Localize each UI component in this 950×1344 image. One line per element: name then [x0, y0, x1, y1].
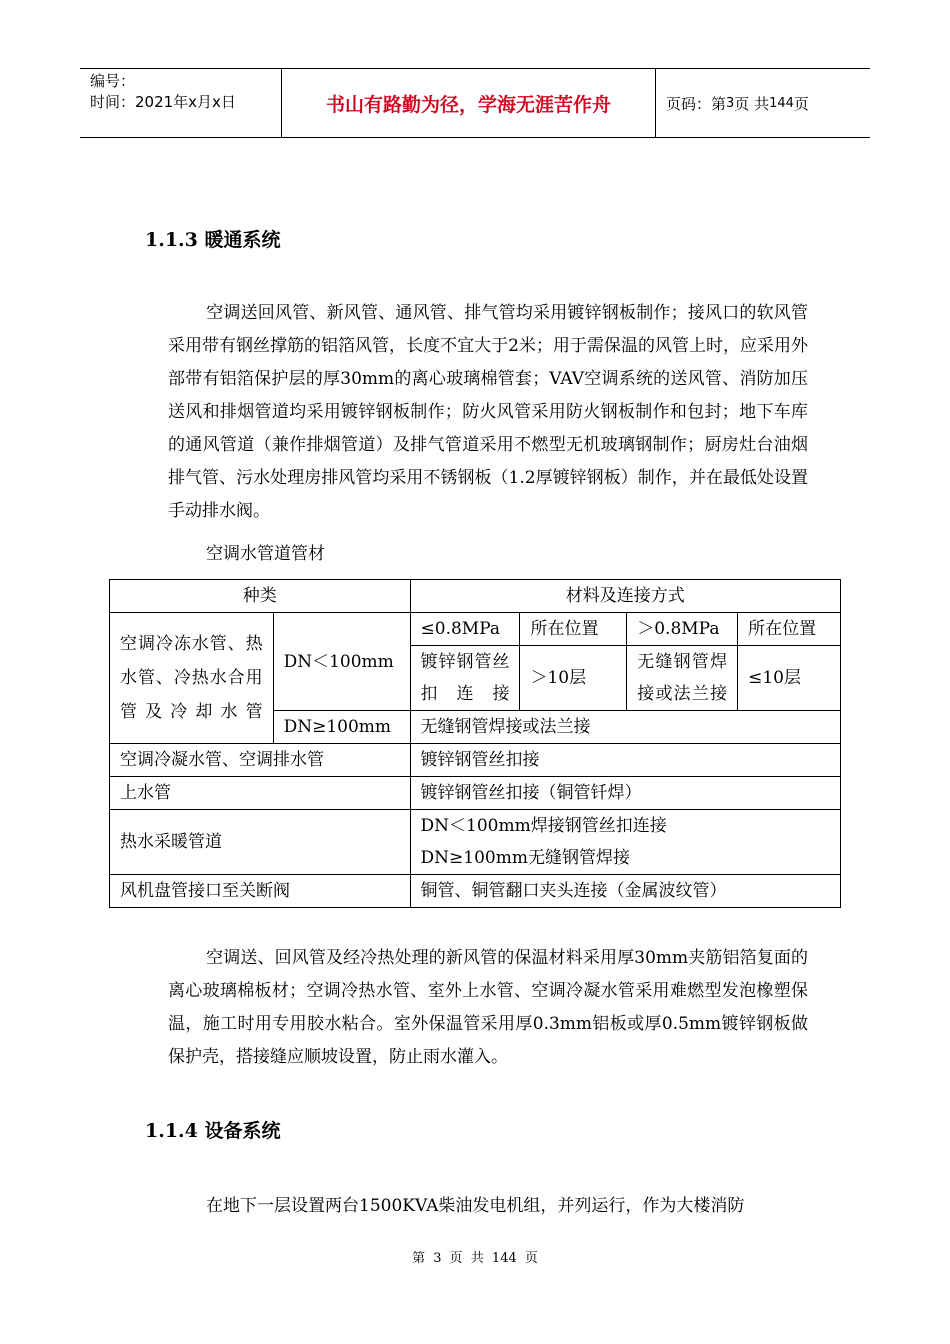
table-row [110, 810, 841, 875]
paragraph-hvac-ducts [168, 297, 808, 528]
document-header [80, 68, 870, 138]
table-row [110, 875, 841, 908]
cell-row3-material: 镀锌钢管丝扣接（铜管钎焊） [410, 777, 840, 810]
cell-row5-material: 铜管、铜管翻口夹头连接（金属波纹管） [410, 875, 840, 908]
paragraph-hvac-ducts-text: 空调送回风管、新风管、通风管、排气管均采用镀锌钢板制作；接风口的软风管采用带有钢丝撑筋的铝箔风管，长度不宜大于2米；用于需保温的风管上时，应采用外部带有铝箔保护层的厚30mm的离心玻璃棉管套；VAV空调系统的送风管、消防加压送风和排烟管道均采用镀锌钢板制作；防火风管采用防火钢板制作和包封；地下车库的通风管道（兼作排烟管道）及排气管道采用不燃型无机玻璃钢制作；厨房灶台油烟排气管、污水处理房排风管均采用不锈钢板（1.2厚镀锌钢板）制作，并在最低处设置手动排水阀。 [168, 303, 808, 521]
row4-material-line1: DN＜100mm焊接钢管丝扣连接 [420, 816, 667, 836]
cell-floor-low: ＞10层 [520, 646, 627, 711]
table-row [110, 613, 841, 646]
section-heading-hvac: 1.1.3 暖通系统 [145, 229, 281, 251]
cell-row1-type: 空调冷冻水管、热水管、冷热水合用管及冷却水管 [110, 613, 274, 744]
page-mid: 页 共 [734, 94, 770, 113]
cell-row2-material: 镀锌钢管丝扣接 [410, 744, 840, 777]
row4-material-line2: DN≥100mm无缝钢管焊接 [420, 848, 630, 868]
table-header-row [110, 580, 841, 613]
cell-row5-type: 风机盘管接口至关断阀 [110, 875, 411, 908]
cell-pressure-low: ≤0.8MPa [410, 613, 520, 646]
page-total: 144 [769, 95, 794, 111]
page-suffix: 页 [793, 94, 809, 113]
cell-location-1: 所在位置 [520, 613, 627, 646]
time-label: 时间：2021年x月x日 [90, 93, 236, 111]
table-row [110, 777, 841, 810]
section-heading-equipment: 1.1.4 设备系统 [145, 1120, 281, 1142]
table-caption: 空调水管道管材 [206, 544, 325, 564]
cell-row4-material [410, 810, 840, 875]
cell-row2-type: 空调冷凝水管、空调排水管 [110, 744, 411, 777]
cell-dn-small: DN＜100mm [273, 613, 410, 711]
page-prefix: 页码：第 [666, 94, 727, 113]
header-motto: 书山有路勤为径，学海无涯苦作舟 [282, 69, 656, 137]
cell-material-low: 镀锌钢管丝扣连接 [410, 646, 520, 711]
header-meta-cell [80, 69, 282, 137]
code-label: 编号： [90, 72, 136, 90]
cell-material-high: 无缝钢管焊接或法兰接 [627, 646, 738, 711]
cell-floor-high: ≤10层 [738, 646, 841, 711]
cell-dn-large-material: 无缝钢管焊接或法兰接 [410, 711, 840, 744]
header-page-info [656, 69, 870, 137]
cell-dn-large: DN≥100mm [273, 711, 410, 744]
page-footer: 第 3 页 共 144 页 [412, 1251, 538, 1266]
paragraph-equipment-text: 在地下一层设置两台1500KVA柴油发电机组，并列运行，作为大楼消防 [206, 1196, 745, 1216]
paragraph-insulation [168, 942, 808, 1074]
cell-pressure-high: ＞0.8MPa [627, 613, 738, 646]
pipe-material-table [109, 579, 841, 908]
page-number: 3 [726, 95, 735, 111]
paragraph-equipment [168, 1190, 808, 1223]
table-row [110, 744, 841, 777]
header-type: 种类 [110, 580, 411, 613]
cell-row3-type: 上水管 [110, 777, 411, 810]
header-material: 材料及连接方式 [410, 580, 840, 613]
paragraph-insulation-text: 空调送、回风管及经冷热处理的新风管的保温材料采用厚30mm夹筋铝箔复面的离心玻璃棉板材；空调冷热水管、室外上水管、空调冷凝水管采用难燃型发泡橡塑保温，施工时用专用胶水粘合。室外保温管采用厚0.3mm铝板或厚0.5mm镀锌钢板做保护壳，搭接缝应顺坡设置，防止雨水灌入。 [168, 948, 808, 1067]
cell-row4-type: 热水采暖管道 [110, 810, 411, 875]
cell-location-2: 所在位置 [738, 613, 841, 646]
